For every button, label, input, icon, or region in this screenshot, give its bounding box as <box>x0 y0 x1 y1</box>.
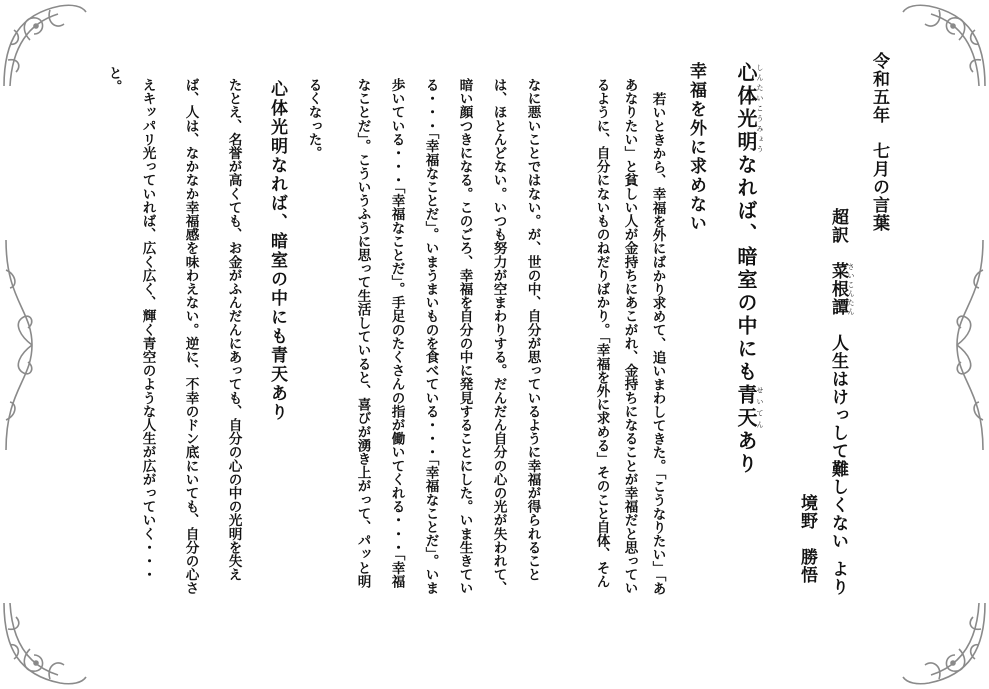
paragraph1-line: あなりたい」と貧しい人が金持ちにあこがれ、金持ちになることが幸福だと思ってい <box>621 78 638 595</box>
main-title-ruby: しんたいこうみょう <box>756 62 764 154</box>
paragraph1-line: なことだ」。こういうふうに思って生活していると、喜びが湧き上がって、パッと明 <box>354 78 371 588</box>
main-title-ruby-group-1 <box>734 62 764 154</box>
paragraph1-line: るように、自分にないものねだりばかり。「幸福を外に求める」そのこと自体、そん <box>593 78 610 588</box>
main-title-kanji2: 青天 <box>734 384 758 430</box>
corner-ornament-top-right <box>899 0 989 90</box>
series-yori: より <box>828 560 848 596</box>
subtitle2: 心体光明なれば、暗室の中にも青天あり <box>267 80 287 422</box>
paragraph1-line: るくなった。 <box>305 78 322 160</box>
paragraph1-line: なに悪いことではない。が、世の中、自分が思っているように幸福が得られること <box>524 78 541 582</box>
paragraph2-line: と。 <box>105 66 122 94</box>
main-title-middle: なれば、暗室の中にも <box>734 154 758 384</box>
main-title-kanji: 心体光明 <box>734 62 758 154</box>
main-title-ruby-group-2 <box>734 384 764 430</box>
side-ornament-left <box>2 240 40 450</box>
series-suffix: 人生はけっして難しくない <box>828 316 848 550</box>
corner-ornament-bottom-right <box>899 599 989 689</box>
series-ruby: さいこんたん <box>847 262 855 316</box>
paragraph1-line: 歩いている・・・「幸福なことだ」。手足のたくさんの指が働いてくれる・・・「幸福 <box>388 78 405 588</box>
main-title <box>732 62 764 476</box>
header-series <box>826 208 855 596</box>
paragraph2-line: ば、人は、なかなか幸福感を味わえない。逆に、不幸のドン底にいても、自分の心さ <box>182 78 199 595</box>
paragraph1-line: る・・・「幸福なことだ」。いまうまいものを食べている・・・「幸福なことだ」。いま <box>422 78 439 595</box>
corner-ornament-bottom-left <box>0 599 90 689</box>
paragraph2-line: たとえ、名誉が高くても、お金がふんだんにあっても、自分の心の中の光明を失え <box>225 78 242 582</box>
series-kanji: 菜根譚 <box>828 262 848 316</box>
series-ruby-group <box>828 262 855 316</box>
paragraph1-line: 暗い顔つきになる。このごろ、幸福を自分の中に発見することにした。いま生きてい <box>456 78 473 595</box>
paragraph2-line: えキッパリ光っていれば、広く広く、輝く青空のような人生が広がっていく・・・ <box>139 78 156 582</box>
paragraph1-line: 若いときから、幸福を外にばかり求めて、追いまわしてきた。「こうなりたい」「あ <box>649 92 666 596</box>
series-prefix: 超訳 <box>828 208 848 262</box>
section-title: 幸福を外に求めない <box>686 62 706 233</box>
header-date: 令和五年 七月の言葉 <box>869 52 889 232</box>
side-ornament-right <box>949 240 987 450</box>
corner-ornament-top-left <box>0 0 90 90</box>
main-title-end: あり <box>734 430 758 476</box>
main-title-ruby2: せいてん <box>756 384 764 430</box>
paragraph1-line: は、ほとんどない。いつも努力が空まわりする。だんだん自分の心の光が失われて、 <box>490 78 507 595</box>
header-author: 境野 勝悟 <box>797 494 817 584</box>
